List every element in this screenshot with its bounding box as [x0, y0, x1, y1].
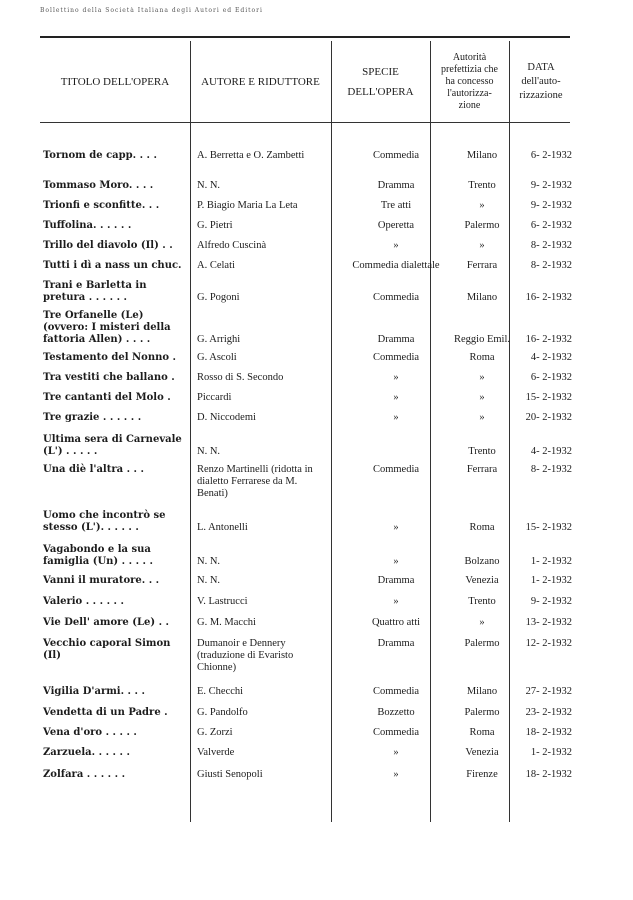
- table-row: [40, 220, 572, 240]
- species-cell: Dramma: [377, 180, 415, 191]
- date-cell: 15- 2-1932: [525, 522, 572, 533]
- species-cell: Commedia: [372, 727, 420, 738]
- title-cell: Tra vestiti che ballano .: [43, 372, 175, 383]
- species-cell: Dramma: [377, 334, 415, 345]
- table-row: [40, 280, 572, 310]
- title-cell: Tommaso Moro. . . .: [43, 180, 154, 191]
- header-author: AUTORE E RIDUTTORE: [201, 76, 320, 88]
- author-cell: G. Arrighi: [197, 334, 241, 345]
- table-row: [40, 686, 572, 707]
- date-cell: 6- 2-1932: [530, 220, 572, 231]
- date-cell: 18- 2-1932: [525, 727, 572, 738]
- table-row: [40, 707, 572, 727]
- date-cell: 4- 2-1932: [530, 352, 572, 363]
- date-cell: 18- 2-1932: [525, 769, 572, 780]
- date-cell: 1- 2-1932: [530, 747, 572, 758]
- title-cell: Zarzuela. . . . . .: [43, 747, 130, 758]
- title-cell: Vendetta di un Padre .: [43, 707, 168, 718]
- authority-cell: Venezia: [465, 747, 499, 758]
- author-cell: G. M. Macchi: [197, 617, 256, 628]
- species-cell: Commedia: [372, 686, 420, 697]
- table-row: [40, 240, 572, 260]
- author-cell: Alfredo Cuscinà: [197, 240, 267, 251]
- species-cell: Commedia: [372, 150, 420, 161]
- title-cell: Tutti i dì a nass un chuc.: [43, 260, 182, 271]
- species-cell: Operetta: [377, 220, 415, 231]
- title-cell: Vie Dell' amore (Le) . .: [43, 617, 170, 628]
- table-row: [40, 352, 572, 372]
- author-cell: E. Checchi: [197, 686, 244, 697]
- authority-cell: »: [479, 200, 485, 211]
- date-cell: 9- 2-1932: [530, 596, 572, 607]
- authority-cell: Reggio Emil.: [454, 334, 510, 345]
- date-cell: 1- 2-1932: [530, 575, 572, 586]
- date-cell: 16- 2-1932: [525, 292, 572, 303]
- author-cell: N. N.: [197, 556, 221, 567]
- author-cell: Giusti Senopoli: [197, 769, 263, 780]
- table-row: [40, 596, 572, 617]
- table-row: [40, 544, 572, 575]
- author-cell: A. Celati: [197, 260, 235, 271]
- species-cell: Dramma: [377, 575, 415, 586]
- authority-cell: Palermo: [464, 638, 500, 649]
- date-cell: 6- 2-1932: [530, 150, 572, 161]
- header-title: TITOLO DELL'OPERA: [60, 76, 170, 88]
- authority-cell: Firenze: [466, 769, 498, 780]
- authority-cell: Milano: [466, 292, 498, 303]
- author-cell: P. Biagio Maria La Leta: [197, 200, 298, 211]
- author-cell: G. Pandolfo: [197, 707, 248, 718]
- title-cell: Trillo del diavolo (Il) . .: [43, 240, 173, 251]
- species-cell: »: [393, 412, 399, 423]
- title-cell: Ultima sera di Carnevale (L') . . . . .: [43, 434, 182, 457]
- authority-cell: Trento: [468, 180, 496, 191]
- title-cell: Una diè l'altra . . .: [43, 464, 144, 475]
- table-row: [40, 412, 572, 434]
- authority-cell: Palermo: [464, 707, 500, 718]
- author-cell: Renzo Martinelli (ridotta in dialetto Ferrarese da M. Benati): [197, 464, 313, 499]
- species-cell: »: [393, 556, 399, 567]
- table-row: [40, 392, 572, 412]
- authority-cell: Venezia: [465, 575, 499, 586]
- species-cell: Commedia: [372, 464, 420, 475]
- title-cell: Vanni il muratore. . .: [43, 575, 160, 586]
- authority-cell: Ferrara: [466, 260, 498, 271]
- authority-cell: »: [479, 392, 485, 403]
- species-cell: »: [393, 522, 399, 533]
- date-cell: 4- 2-1932: [530, 446, 572, 457]
- date-cell: 1- 2-1932: [530, 556, 572, 567]
- author-cell: D. Niccodemi: [197, 412, 256, 423]
- species-cell: »: [393, 240, 399, 251]
- date-cell: 20- 2-1932: [525, 412, 572, 423]
- title-cell: Tre cantanti del Molo .: [43, 392, 171, 403]
- header-date: DATA dell'auto- rizzazione: [519, 62, 563, 101]
- title-cell: Zolfara . . . . . .: [43, 769, 126, 780]
- author-cell: Valverde: [197, 747, 235, 758]
- date-cell: 16- 2-1932: [525, 334, 572, 345]
- date-cell: 12- 2-1932: [525, 638, 572, 649]
- authority-cell: Roma: [469, 352, 495, 363]
- author-cell: N. N.: [197, 575, 221, 586]
- title-cell: Vigilia D'armi. . . .: [43, 686, 145, 697]
- author-cell: N. N.: [197, 180, 221, 191]
- title-cell: Vecchio caporal Simon (Il): [43, 638, 171, 661]
- author-cell: G. Pietri: [197, 220, 233, 231]
- author-cell: Piccardi: [197, 392, 232, 403]
- date-cell: 27- 2-1932: [525, 686, 572, 697]
- species-cell: »: [393, 596, 399, 607]
- authority-cell: »: [479, 240, 485, 251]
- authority-cell: »: [479, 412, 485, 423]
- author-cell: L. Antonelli: [197, 522, 248, 533]
- species-cell: »: [393, 769, 399, 780]
- table-row: [40, 747, 572, 769]
- title-cell: Tre Orfanelle (Le) (ovvero: I misteri della fattoria Allen) . . . .: [43, 310, 171, 345]
- title-cell: Tuffolina. . . . . .: [43, 220, 132, 231]
- date-cell: 9- 2-1932: [530, 180, 572, 191]
- authority-cell: Trento: [468, 596, 496, 607]
- author-cell: A. Berretta e O. Zambetti: [197, 150, 305, 161]
- title-cell: Valerio . . . . . .: [43, 596, 124, 607]
- table-row: [40, 638, 572, 686]
- author-cell: N. N.: [197, 446, 221, 457]
- author-cell: G. Ascoli: [197, 352, 237, 363]
- author-cell: Rosso di S. Secondo: [197, 372, 284, 383]
- header-rule: [40, 122, 570, 123]
- table-row: [40, 769, 572, 791]
- author-cell: V. Lastrucci: [197, 596, 248, 607]
- authority-cell: Palermo: [464, 220, 500, 231]
- title-cell: Tre grazie . . . . . .: [43, 412, 142, 423]
- species-cell: Commedia: [372, 292, 420, 303]
- table-body: [40, 150, 572, 791]
- species-cell: Commedia dialettale: [352, 260, 440, 271]
- date-cell: 8- 2-1932: [530, 464, 572, 475]
- authority-cell: Bolzano: [464, 556, 500, 567]
- title-cell: Uomo che incontrò se stesso (L'). . . . . .: [43, 510, 166, 533]
- authority-cell: Milano: [466, 686, 498, 697]
- title-cell: Vena d'oro . . . . .: [43, 727, 137, 738]
- species-cell: »: [393, 392, 399, 403]
- authority-cell: Ferrara: [466, 464, 498, 475]
- authority-cell: »: [479, 617, 485, 628]
- title-cell: Vagabondo e la sua famiglia (Un) . . . . .: [43, 544, 153, 567]
- title-cell: Tornom de capp. . . .: [43, 150, 157, 161]
- title-cell: Trionfi e sconfitte. . .: [43, 200, 160, 211]
- date-cell: 8- 2-1932: [530, 260, 572, 271]
- author-cell: G. Zorzi: [197, 727, 233, 738]
- species-cell: Bozzetto: [377, 707, 415, 718]
- author-cell: Dumanoir e Dennery (traduzione di Evaristo Chionne): [197, 638, 294, 673]
- table-row: [40, 510, 572, 544]
- header-authority: Autorità prefettizia che ha concesso l'autorizza- zione: [441, 52, 498, 111]
- table-row: [40, 260, 572, 280]
- date-cell: 6- 2-1932: [530, 372, 572, 383]
- table-row: [40, 180, 572, 200]
- title-cell: Trani e Barletta in pretura . . . . . .: [43, 280, 147, 303]
- running-head: Bollettino della Società Italiana degli Autori ed Editori: [40, 7, 263, 14]
- species-cell: Dramma: [377, 638, 415, 649]
- header-species: SPECIE DELL'OPERA: [347, 66, 414, 98]
- date-cell: 13- 2-1932: [525, 617, 572, 628]
- table-row: [40, 310, 572, 352]
- date-cell: 8- 2-1932: [530, 240, 572, 251]
- species-cell: Commedia: [372, 352, 420, 363]
- authority-cell: Milano: [466, 150, 498, 161]
- authority-cell: Roma: [469, 727, 495, 738]
- date-cell: 23- 2-1932: [525, 707, 572, 718]
- authority-cell: »: [479, 372, 485, 383]
- table-row: [40, 372, 572, 392]
- table-row: [40, 617, 572, 638]
- table-row: [40, 200, 572, 220]
- table-row: [40, 434, 572, 464]
- species-cell: »: [393, 372, 399, 383]
- author-cell: G. Pogoni: [197, 292, 240, 303]
- title-cell: Testamento del Nonno .: [43, 352, 176, 363]
- table-row: [40, 464, 572, 510]
- date-cell: 15- 2-1932: [525, 392, 572, 403]
- top-rule: [40, 36, 570, 38]
- table-row: [40, 150, 572, 180]
- species-cell: »: [393, 747, 399, 758]
- table-row: [40, 727, 572, 747]
- date-cell: 9- 2-1932: [530, 200, 572, 211]
- authority-cell: Trento: [468, 446, 496, 457]
- authority-cell: Roma: [469, 522, 495, 533]
- table-row: [40, 575, 572, 596]
- species-cell: Quattro atti: [371, 617, 421, 628]
- species-cell: Tre atti: [380, 200, 412, 211]
